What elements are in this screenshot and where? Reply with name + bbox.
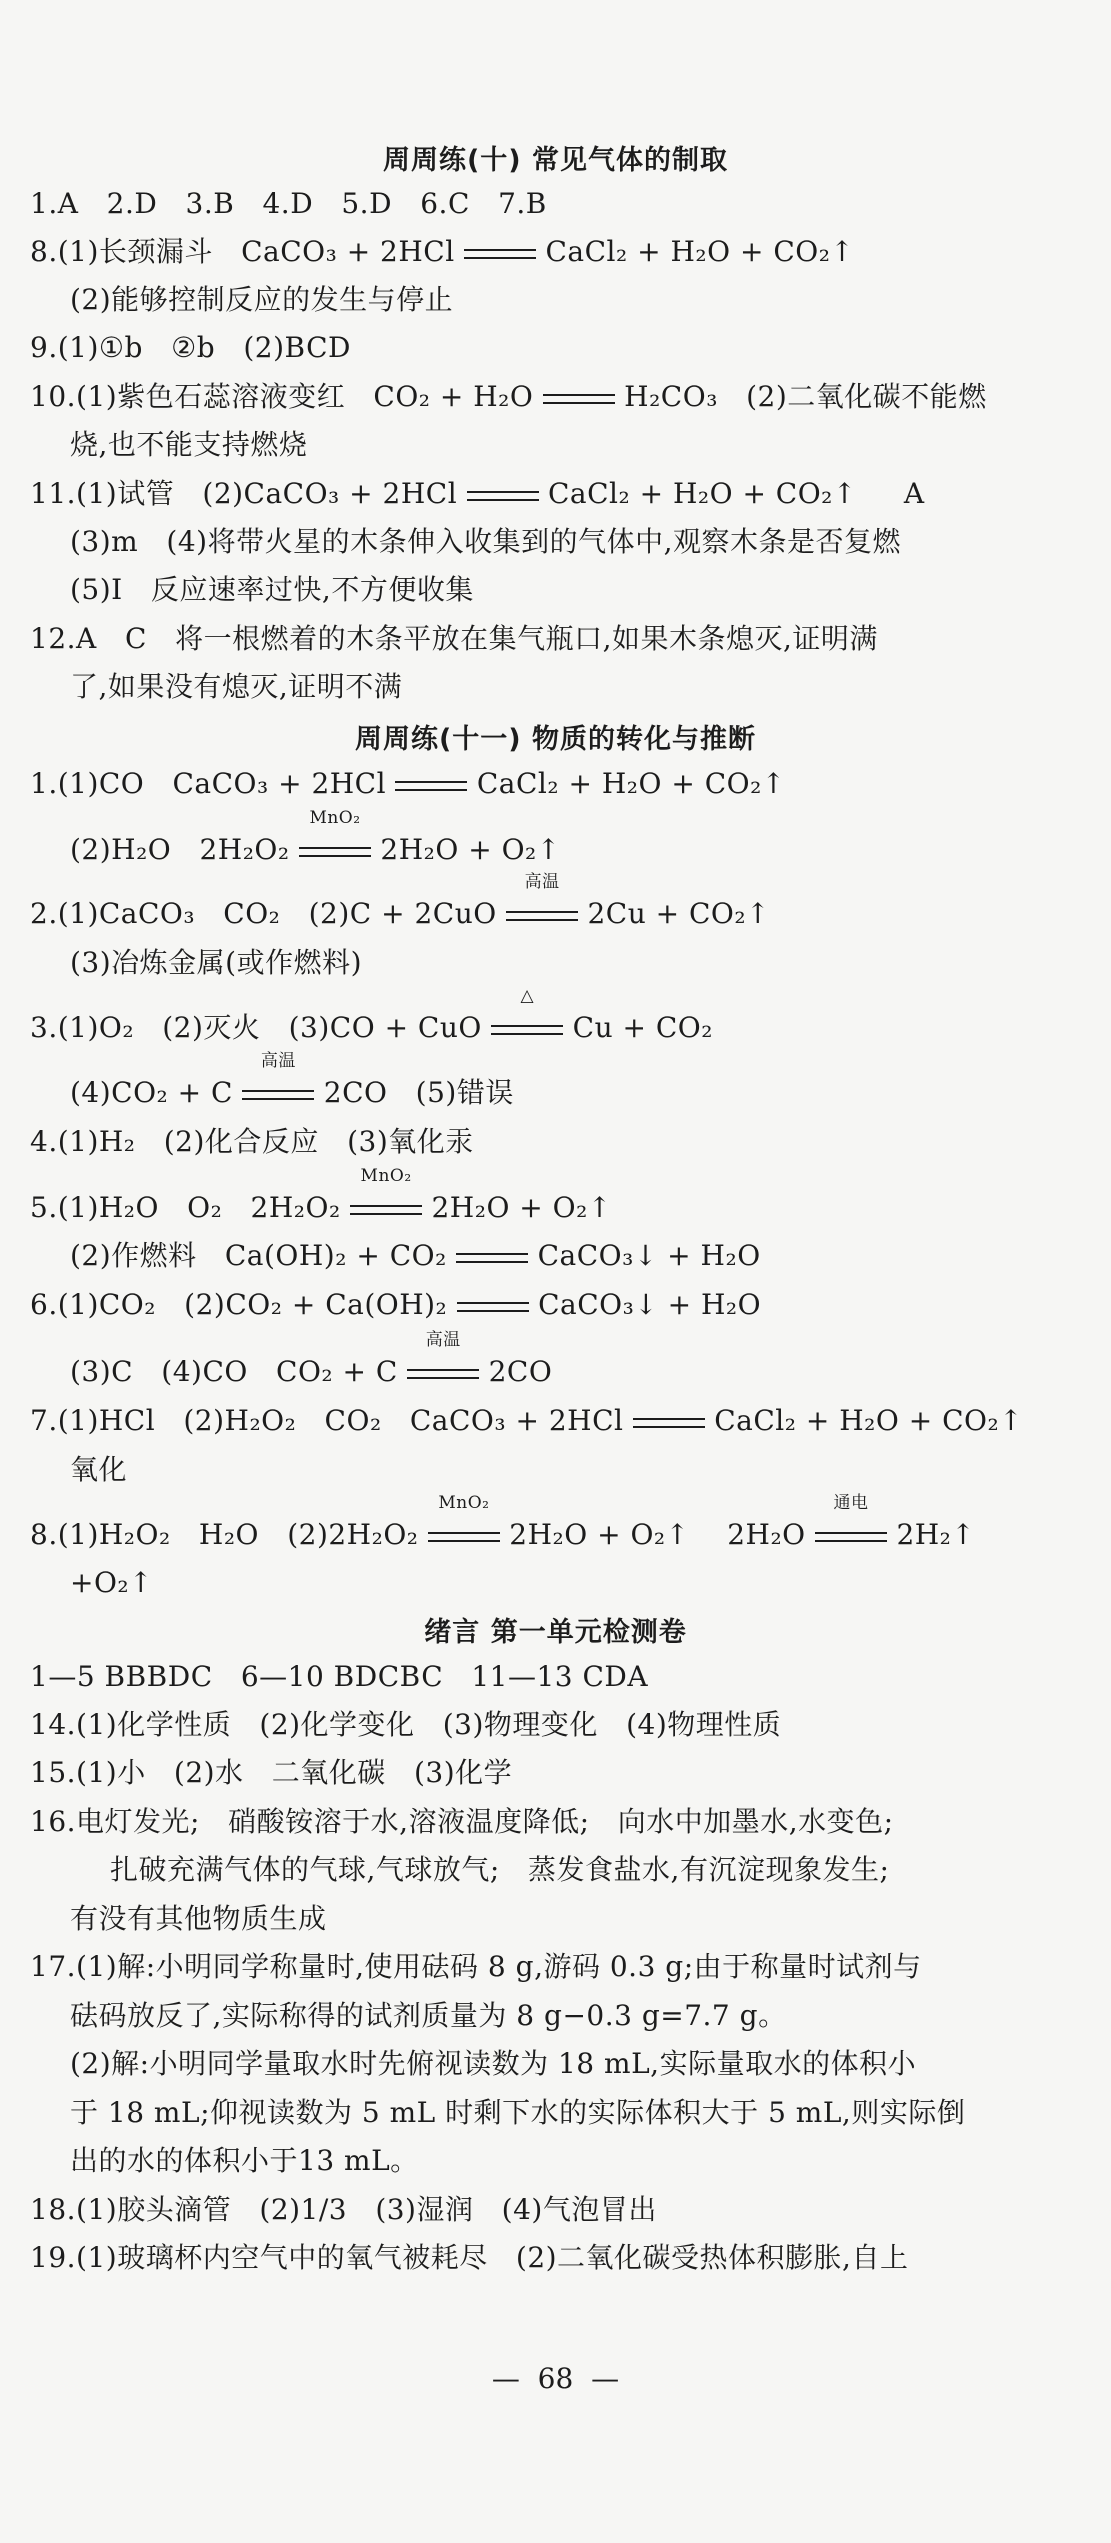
double-bar [467, 491, 539, 501]
double-bar [350, 1205, 422, 1215]
answer-text: 了,如果没有熄灭,证明不满 [70, 670, 403, 703]
answer-line [30, 2238, 1093, 2278]
page-number: — 68 — [491, 2362, 620, 2395]
reaction-condition: 高温 [524, 872, 560, 892]
section-title: 周周练(十) 常见气体的制取 [382, 145, 729, 176]
double-bar [407, 1369, 479, 1379]
answer-line [70, 425, 1093, 465]
answer-text: CaCl₂ + H₂O + CO₂↑ [536, 235, 855, 268]
reaction-equals-sign [464, 232, 536, 272]
answer-text: CaCO₃↓ + H₂O [528, 1239, 761, 1272]
answer-line [70, 2093, 1093, 2133]
reaction-condition: 高温 [425, 1330, 461, 1350]
answer-line [70, 2141, 1093, 2181]
answer-line [70, 2044, 1093, 2084]
reaction-condition: MnO₂ [360, 1166, 412, 1186]
reaction-equals-sign [407, 1330, 479, 1392]
answer-text: 2H₂O + O₂↑ [422, 1191, 612, 1224]
answer-line [70, 667, 1093, 707]
answer-text: 4.(1)H₂ (2)化合反应 (3)氧化汞 [30, 1125, 474, 1158]
section-title: 绪言 第一单元检测卷 [424, 1617, 687, 1648]
reaction-equals-sign [428, 1493, 500, 1555]
answer-text: 19.(1)玻璃杯内空气中的氧气被耗尽 (2)二氧化碳受热体积膨胀,自上 [30, 2241, 909, 2274]
answer-line [30, 232, 1093, 272]
answer-line [110, 1850, 1093, 1890]
answer-text: 2H₂O + O₂↑ [371, 833, 561, 866]
answer-line [30, 1705, 1093, 1745]
answer-text: H₂CO₃ (2)二氧化碳不能燃 [614, 380, 987, 413]
answer-text: 1.(1)CO CaCO₃ + 2HCl [30, 767, 396, 800]
answer-text: +O₂↑ [70, 1566, 154, 1599]
answer-text: 2.(1)CaCO₃ CO₂ (2)C + 2CuO [30, 897, 507, 930]
answer-text: 2CO [479, 1355, 553, 1388]
answer-line [30, 986, 1093, 1048]
reaction-equals-sign [299, 808, 371, 870]
answer-line [70, 1236, 1093, 1276]
answer-text: 氧化 [70, 1453, 128, 1486]
reaction-condition: MnO₂ [438, 1493, 490, 1513]
answer-text: 12.A C 将一根燃着的木条平放在集气瓶口,如果木条熄灭,证明满 [30, 622, 878, 655]
answer-text: 8.(1)长颈漏斗 CaCO₃ + 2HCl [30, 235, 465, 268]
answer-text: (2)解:小明同学量取水时先俯视读数为 18 mL,实际量取水的体积小 [70, 2047, 917, 2080]
reaction-equals-sign [242, 1051, 314, 1113]
answer-text: (4)CO₂ + C [70, 1076, 243, 1109]
answer-text: (2)H₂O 2H₂O₂ [70, 833, 299, 866]
answer-line [30, 1493, 1093, 1555]
answer-line [30, 184, 1093, 224]
answer-line [30, 377, 1093, 417]
reaction-condition: MnO₂ [309, 808, 361, 828]
double-bar [464, 249, 536, 259]
answer-text: 2H₂↑ [887, 1518, 976, 1551]
answer-text: (3)m (4)将带火星的木条伸入收集到的气体中,观察木条是否复燃 [70, 525, 901, 558]
answer-line [70, 522, 1093, 562]
answer-line [70, 1051, 1093, 1113]
answer-text: 18.(1)胶头滴管 (2)1/3 (3)湿润 (4)气泡冒出 [30, 2193, 657, 2226]
answer-line [70, 1563, 1093, 1603]
answer-line [30, 619, 1093, 659]
answer-text: 14.(1)化学性质 (2)化学变化 (3)物理变化 (4)物理性质 [30, 1708, 782, 1741]
answer-line [30, 1166, 1093, 1228]
answer-line [70, 1996, 1093, 2036]
answer-line [30, 1657, 1093, 1697]
answer-line [70, 280, 1093, 320]
answer-text: 8.(1)H₂O₂ H₂O (2)2H₂O₂ [30, 1518, 428, 1551]
reaction-equals-sign [543, 377, 615, 417]
answer-text: 1.A 2.D 3.B 4.D 5.D 6.C 7.B [30, 187, 547, 220]
double-bar [543, 394, 615, 404]
answer-line [70, 570, 1093, 610]
answer-text: 有没有其他物质生成 [70, 1902, 327, 1935]
reaction-condition: 通电 [833, 1493, 869, 1513]
double-bar [242, 1090, 314, 1100]
reaction-equals-sign [467, 474, 539, 514]
answer-text: 2H₂O + O₂↑ 2H₂O [499, 1518, 816, 1551]
answer-text: (3)冶炼金属(或作燃料) [70, 946, 363, 979]
answer-text: 9.(1)①b ②b (2)BCD [30, 331, 351, 364]
answer-text: 17.(1)解:小明同学称量时,使用砝码 8 g,游码 0.3 g;由于称量时试剂与 [30, 1950, 922, 1983]
answer-line [30, 872, 1093, 934]
answer-text: 6.(1)CO₂ (2)CO₂ + Ca(OH)₂ [30, 1288, 457, 1321]
answer-text: 扎破充满气体的气球,气球放气; 蒸发食盐水,有沉淀现象发生; [110, 1853, 890, 1886]
section-title: 周周练(十一) 物质的转化与推断 [354, 724, 757, 755]
reaction-equals-sign [491, 986, 563, 1048]
answer-line [70, 808, 1093, 870]
answer-text: CaCl₂ + H₂O + CO₂↑ A [538, 477, 925, 510]
answer-text: 15.(1)小 (2)水 二氧化碳 (3)化学 [30, 1756, 513, 1789]
answer-line [30, 1802, 1093, 1842]
answer-text: 11.(1)试管 (2)CaCO₃ + 2HCl [30, 477, 467, 510]
answer-line [30, 328, 1093, 368]
answer-line [30, 1401, 1093, 1441]
reaction-equals-sign [395, 764, 467, 804]
answer-text: 于 18 mL;仰视读数为 5 mL 时剩下水的实际体积大于 5 mL,则实际倒 [70, 2096, 966, 2129]
double-bar [491, 1025, 563, 1035]
answer-line [70, 943, 1093, 983]
reaction-equals-sign [506, 872, 578, 934]
answer-text: CaCO₃↓ + H₂O [528, 1288, 762, 1321]
double-bar [395, 781, 467, 791]
answer-text: 2Cu + CO₂↑ [578, 897, 771, 930]
answer-line [30, 1285, 1093, 1325]
double-bar [506, 911, 578, 921]
answer-text: (2)作燃料 Ca(OH)₂ + CO₂ [70, 1239, 457, 1272]
answer-text: 7.(1)HCl (2)H₂O₂ CO₂ CaCO₃ + 2HCl [30, 1404, 633, 1437]
answer-text: Cu + CO₂ [563, 1011, 713, 1044]
answer-line [30, 764, 1093, 804]
answer-text: 3.(1)O₂ (2)灭火 (3)CO + CuO [30, 1011, 492, 1044]
reaction-equals-sign [633, 1401, 705, 1441]
reaction-equals-sign [350, 1166, 422, 1228]
answer-text: 5.(1)H₂O O₂ 2H₂O₂ [30, 1191, 351, 1224]
reaction-equals-sign [815, 1493, 887, 1555]
double-bar [299, 847, 371, 857]
answer-line [30, 1947, 1093, 1987]
double-bar [815, 1532, 887, 1542]
reaction-condition: 高温 [260, 1051, 296, 1071]
double-bar [457, 1302, 529, 1312]
answer-text: (2)能够控制反应的发生与停止 [70, 283, 454, 316]
answer-line [70, 1450, 1093, 1490]
answer-text: 16.电灯发光; 硝酸铵溶于水,溶液温度降低; 向水中加墨水,水变色; [30, 1805, 894, 1838]
answer-text: 砝码放反了,实际称得的试剂质量为 8 g−0.3 g=7.7 g。 [70, 1999, 787, 2032]
answer-text: 出的水的体积小于13 mL。 [70, 2144, 419, 2177]
answer-text: 1—5 BBBDC 6—10 BDCBC 11—13 CDA [30, 1660, 649, 1693]
answer-text: 10.(1)紫色石蕊溶液变红 CO₂ + H₂O [30, 380, 543, 413]
answer-line [70, 1330, 1093, 1392]
double-bar [456, 1253, 528, 1263]
answer-text: CaCl₂ + H₂O + CO₂↑ [467, 767, 786, 800]
answer-text: (5)Ⅰ 反应速率过快,不方便收集 [70, 573, 474, 606]
reaction-equals-sign [456, 1236, 528, 1276]
double-bar [633, 1418, 705, 1428]
answer-line [30, 474, 1093, 514]
answer-line [30, 1753, 1093, 1793]
answer-text: (3)C (4)CO CO₂ + C [70, 1355, 408, 1388]
answer-line [30, 1122, 1093, 1162]
answer-line [70, 1899, 1093, 1939]
answer-text: 烧,也不能支持燃烧 [70, 428, 308, 461]
answer-text: CaCl₂ + H₂O + CO₂↑ [704, 1404, 1024, 1437]
answer-line [30, 2190, 1093, 2230]
reaction-equals-sign [457, 1285, 529, 1325]
double-bar [428, 1532, 500, 1542]
answer-text: 2CO (5)错误 [314, 1076, 514, 1109]
reaction-condition: △ [520, 986, 535, 1006]
